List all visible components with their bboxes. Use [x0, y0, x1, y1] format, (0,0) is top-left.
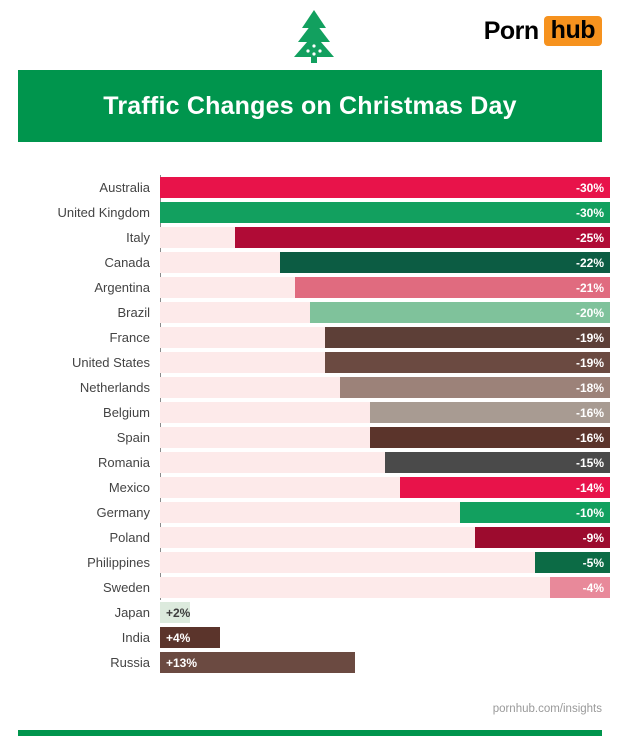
bar-track — [160, 577, 610, 598]
bar-value-label: -18% — [575, 380, 604, 395]
bar — [370, 427, 610, 448]
category-label: Poland — [109, 530, 150, 545]
bar-track — [160, 227, 610, 248]
category-label: France — [109, 330, 150, 345]
chart-row — [0, 325, 620, 350]
category-label: India — [121, 630, 150, 645]
bar — [325, 327, 610, 348]
logo-main-text: Porn — [483, 16, 539, 45]
bar-track — [160, 352, 610, 373]
category-label: Sweden — [103, 580, 150, 595]
category-label: Spain — [116, 430, 150, 445]
chart-row — [0, 225, 620, 250]
category-label: Netherlands — [79, 380, 150, 395]
category-label: Brazil — [117, 305, 150, 320]
chart-row — [0, 300, 620, 325]
bar — [535, 552, 610, 573]
bar — [280, 252, 610, 273]
category-label: Australia — [99, 180, 150, 195]
chart-rows — [0, 175, 620, 675]
bar-track — [160, 652, 610, 673]
category-label: Mexico — [108, 480, 150, 495]
category-label: Philippines — [87, 555, 150, 570]
header-strip — [0, 0, 620, 62]
bar — [160, 177, 610, 198]
chart-row — [0, 350, 620, 375]
page-title: Traffic Changes on Christmas Day — [103, 91, 517, 120]
bar — [160, 202, 610, 223]
category-label: Belgium — [103, 405, 150, 420]
bar-track — [160, 302, 610, 323]
category-label: United Kingdom — [57, 205, 150, 220]
bar-track — [160, 452, 610, 473]
bar — [340, 377, 610, 398]
bar — [460, 502, 610, 523]
bar-track — [160, 377, 610, 398]
bar-track — [160, 252, 610, 273]
chart-row — [0, 600, 620, 625]
bar-value-label: -30% — [575, 180, 604, 195]
bar-value-label: -19% — [575, 355, 604, 370]
bar-value-label: -9% — [582, 530, 604, 545]
bar-value-label: -19% — [575, 330, 604, 345]
bar-value-label: +13% — [166, 655, 198, 670]
category-label: Canada — [104, 255, 150, 270]
chart-row — [0, 475, 620, 500]
bar-value-label: -20% — [575, 305, 604, 320]
bar — [475, 527, 610, 548]
bar — [325, 352, 610, 373]
source-credit: pornhub.com/insights — [492, 703, 602, 715]
bar — [160, 652, 355, 673]
bar-value-label: -5% — [582, 555, 604, 570]
footer-strip — [18, 730, 602, 736]
bar — [385, 452, 610, 473]
bar-track — [160, 602, 610, 623]
chart-row — [0, 200, 620, 225]
chart-row — [0, 175, 620, 200]
bar-track — [160, 627, 610, 648]
bar-chart — [0, 175, 620, 675]
title-banner — [18, 70, 602, 142]
bar-track — [160, 402, 610, 423]
chart-row — [0, 375, 620, 400]
bar-track — [160, 552, 610, 573]
bar-value-label: -25% — [575, 230, 604, 245]
bar-value-label: -15% — [575, 455, 604, 470]
chart-row — [0, 575, 620, 600]
bar-value-label: -16% — [575, 405, 604, 420]
bar-track — [160, 327, 610, 348]
bar — [235, 227, 610, 248]
bar-value-label: -10% — [575, 505, 604, 520]
bar — [310, 302, 610, 323]
chart-row — [0, 625, 620, 650]
chart-row — [0, 275, 620, 300]
bar — [550, 577, 610, 598]
chart-row — [0, 250, 620, 275]
bar-value-label: -22% — [575, 255, 604, 270]
chart-row — [0, 400, 620, 425]
bar-track — [160, 477, 610, 498]
category-label: Russia — [110, 655, 150, 670]
chart-row — [0, 500, 620, 525]
chart-row — [0, 450, 620, 475]
bar — [160, 602, 190, 623]
bar-value-label: -16% — [575, 430, 604, 445]
bar-value-label: +4% — [166, 630, 191, 645]
bar-track — [160, 202, 610, 223]
bar — [370, 402, 610, 423]
category-label: Argentina — [94, 280, 150, 295]
chart-row — [0, 525, 620, 550]
bar-track — [160, 427, 610, 448]
bar-value-label: -4% — [582, 580, 604, 595]
bar-value-label: -21% — [575, 280, 604, 295]
christmas-tree-icon — [286, 8, 342, 64]
bar — [160, 627, 220, 648]
category-label: Romania — [97, 455, 150, 470]
chart-row — [0, 425, 620, 450]
bar-track — [160, 527, 610, 548]
bar-value-label: -14% — [575, 480, 604, 495]
pornhub-logo — [484, 16, 602, 46]
bar-track — [160, 177, 610, 198]
bar-track — [160, 277, 610, 298]
category-label: Germany — [96, 505, 150, 520]
bar-track — [160, 502, 610, 523]
chart-row — [0, 650, 620, 675]
bar-value-label: -30% — [575, 205, 604, 220]
category-label: Italy — [126, 230, 150, 245]
bar-value-label: +2% — [166, 605, 191, 620]
bar — [400, 477, 610, 498]
category-label: United States — [71, 355, 150, 370]
chart-row — [0, 550, 620, 575]
bar — [295, 277, 610, 298]
bar-background-strip — [160, 577, 610, 598]
logo-accent-text: hub — [544, 16, 602, 46]
category-label: Japan — [114, 605, 150, 620]
